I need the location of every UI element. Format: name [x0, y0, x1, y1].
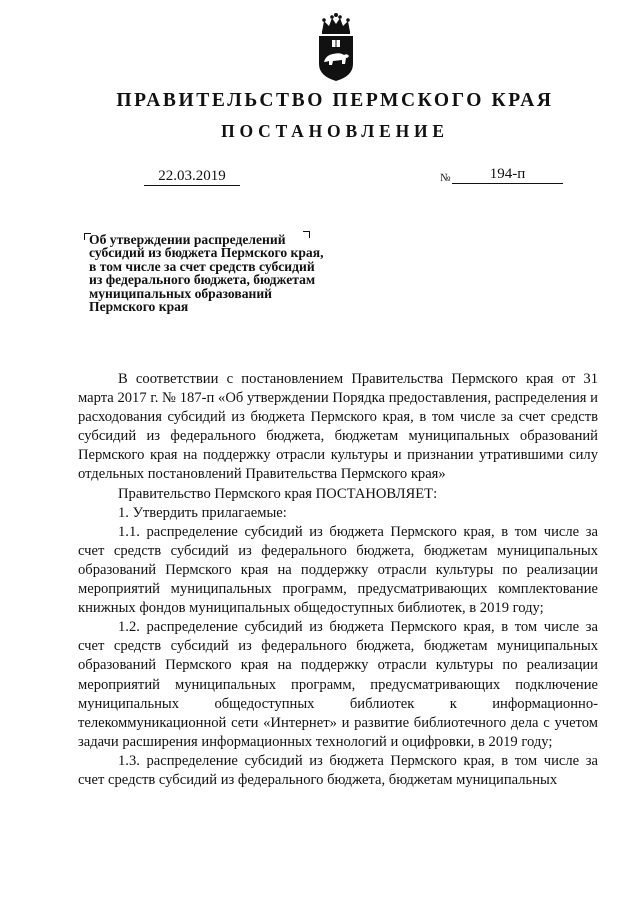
perm-krai-coat-of-arms-icon [313, 12, 359, 82]
document-subject [89, 233, 359, 313]
document-number: 194-п [452, 166, 563, 184]
subject-line: субсидий из бюджета Пермского края, [89, 245, 324, 261]
body-paragraph: Правительство Пермского края ПОСТАНОВЛЯЕТ: [118, 485, 438, 502]
document-date: 22.03.2019 [144, 168, 240, 186]
body-paragraph: 1.2. распределение субсидий из бюджета Пермского края, в том числе за счет средств субсидий из федерального бюджета, бюджетам муниципальных образований Пермского края на поддержку отрасли культуры по реализации мероприятий муниципальных программ, предусматривающих подключение муниципальных общедоступных библиотек к информационно-телекоммуникационной сети «Интернет» и развитие библиотечного дела с учетом задачи расширения информационных технологий и оцифровки, в 2019 году; [78, 619, 598, 750]
number-sign: № [440, 172, 451, 184]
subject-line: Об утверждении распределений [89, 232, 286, 247]
subject-line: из федерального бюджета, бюджетам [89, 272, 316, 288]
body-paragraph: 1.1. распределение субсидий из бюджета Пермского края, в том числе за счет средств субсидий из федерального бюджета, бюджетам муниципальных образований Пермского края на поддержку отрасли культуры по реализации мероприятий муниципальных программ, предусматривающих комплектование книжных фондов муниципальных общедоступных библиотек, в 2019 году; [78, 523, 598, 617]
subject-line: в том числе за счет средств субсидий [89, 258, 315, 274]
body-paragraph: 1.3. распределение субсидий из бюджета Пермского края, в том числе за счет средств субсидий из федерального бюджета, бюджетам муниципальных [78, 752, 598, 788]
body-paragraph: В соответствии с постановлением Правительства Пермского края от 31 марта 2017 г. № 187-п «Об утверждении Порядка предоставления, распределения и расходования субсидий из бюджета Пермского края, в том числе за счет средств субсидий из федерального бюджета, бюджетам муниципальных образований Пермского края на поддержку отрасли культуры и признании утратившими силу отдельных постановлений Правительства Пермского края» [78, 371, 598, 483]
document-body [78, 370, 598, 790]
document-type: ПОСТАНОВЛЕНИЕ [221, 121, 449, 141]
government-title: ПРАВИТЕЛЬСТВО ПЕРМСКОГО КРАЯ [116, 90, 554, 111]
body-paragraph: 1. Утвердить прилагаемые: [118, 504, 287, 521]
subject-line: муниципальных образований [89, 285, 273, 301]
subject-line: Пермского края [89, 299, 189, 315]
